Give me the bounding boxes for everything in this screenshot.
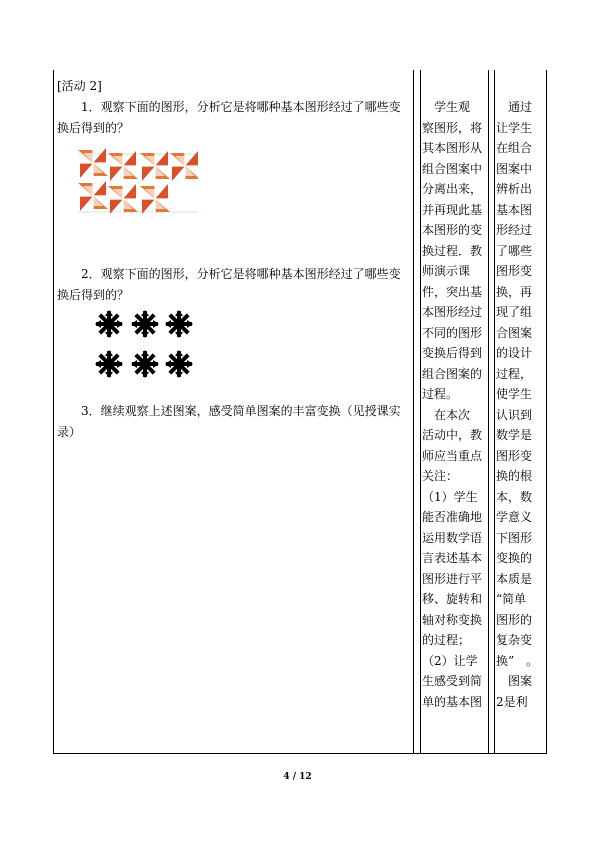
purpose-line: 了哪些 — [496, 243, 533, 258]
purpose-line: 通过 — [496, 100, 533, 114]
student-line: 生感受到简 — [422, 674, 483, 688]
student-line: 师应当重点 — [422, 448, 483, 463]
purpose-line: 形经过 — [496, 223, 533, 237]
purpose-line: 下图形 — [496, 530, 533, 545]
student-line: 图形进行平 — [422, 571, 483, 586]
purpose-line: 换，再 — [496, 284, 533, 299]
pinwheel-pattern-image — [78, 148, 198, 218]
student-line: 移、旋转和 — [422, 592, 483, 606]
student-line: 在本次 — [422, 407, 471, 422]
column-divider — [413, 70, 414, 753]
purpose-line: 数学是 — [496, 428, 533, 442]
purpose-line: 现了组 — [496, 305, 533, 319]
lesson-table — [53, 70, 547, 754]
student-line: 学生观 — [422, 100, 471, 114]
student-line: （1）学生 — [422, 489, 478, 504]
purpose-line: 认识到 — [496, 407, 533, 422]
purpose-line: 学意义 — [496, 510, 533, 524]
pinwheel-figure — [57, 139, 407, 264]
student-activity-column — [422, 97, 486, 712]
design-purpose-column — [496, 97, 544, 712]
activity-column — [57, 70, 407, 443]
student-line: 组合图案的 — [422, 366, 483, 381]
student-line: 本图形的变 — [422, 223, 483, 237]
activity-item-3: 3．继续观察上述图案，感受简单图案的丰富变换（见授课实录） — [57, 404, 401, 439]
purpose-line: 过程， — [496, 366, 533, 381]
activity-heading: [活动 2] — [57, 79, 102, 93]
student-line: 关注： — [422, 469, 459, 483]
purpose-line: 复杂变 — [496, 633, 533, 647]
purpose-line: 的设计 — [496, 346, 533, 360]
page-number: 4 / 12 — [283, 772, 312, 782]
purpose-line: 辨析出 — [496, 182, 533, 196]
purpose-line: 本，数 — [496, 489, 533, 504]
student-line: 师演示课 — [422, 264, 471, 278]
student-line: 变换后得到 — [422, 346, 483, 360]
purpose-line: 让学生 — [496, 120, 533, 135]
purpose-line: 合图案 — [496, 325, 533, 340]
student-line: 分离出来， — [422, 182, 483, 196]
student-line: 件，突出基 — [422, 284, 483, 299]
purpose-line: 变换的 — [496, 551, 533, 565]
column-divider — [488, 70, 489, 753]
student-line: 单的基本图 — [422, 694, 483, 709]
purpose-line: 在组合 — [496, 141, 533, 155]
student-line: 组合图案中 — [422, 161, 483, 176]
purpose-line: 换” 。 — [496, 653, 539, 668]
student-line: 本图形经过 — [422, 305, 483, 319]
student-line: 能否准确地 — [422, 510, 483, 524]
purpose-line: “简单 — [496, 592, 527, 606]
student-line: 轴对称变换 — [422, 612, 483, 627]
student-line: （2）让学 — [422, 653, 478, 668]
student-line: 言表述基本 — [422, 551, 483, 565]
activity-item-2: 2．观察下面的图形，分析它是将哪种基本图形经过了哪些变换后得到的？ — [57, 267, 401, 302]
purpose-line: 图形变 — [496, 264, 533, 278]
student-line: 察图形，将 — [422, 120, 483, 135]
student-line: 换过程．教 — [422, 243, 483, 258]
purpose-line: 使学生 — [496, 387, 533, 401]
purpose-line: 图形变 — [496, 448, 533, 463]
student-line: 其本图形从 — [422, 141, 483, 155]
activity-item-1: 1．观察下面的图形，分析它是将哪种基本图形经过了哪些变换后得到的？ — [57, 100, 401, 135]
star-figure — [57, 306, 407, 401]
star-pattern-image — [95, 310, 215, 390]
student-line: 并再现此基 — [422, 202, 483, 217]
column-divider — [494, 70, 495, 753]
student-line: 不同的图形 — [422, 325, 483, 340]
student-line: 运用数学语 — [422, 530, 483, 545]
student-line: 活动中，教 — [422, 428, 483, 442]
purpose-line: 图案 — [496, 674, 533, 688]
column-divider — [420, 70, 421, 753]
purpose-line: 图形的 — [496, 612, 533, 627]
student-line: 过程。 — [422, 387, 459, 401]
purpose-line: 本质是 — [496, 571, 533, 586]
purpose-line: 基本图 — [496, 202, 533, 217]
purpose-line: 图案中 — [496, 161, 533, 176]
student-line: 的过程； — [422, 633, 471, 647]
purpose-line: 换的根 — [496, 469, 533, 483]
purpose-line: 2是利 — [496, 694, 528, 709]
